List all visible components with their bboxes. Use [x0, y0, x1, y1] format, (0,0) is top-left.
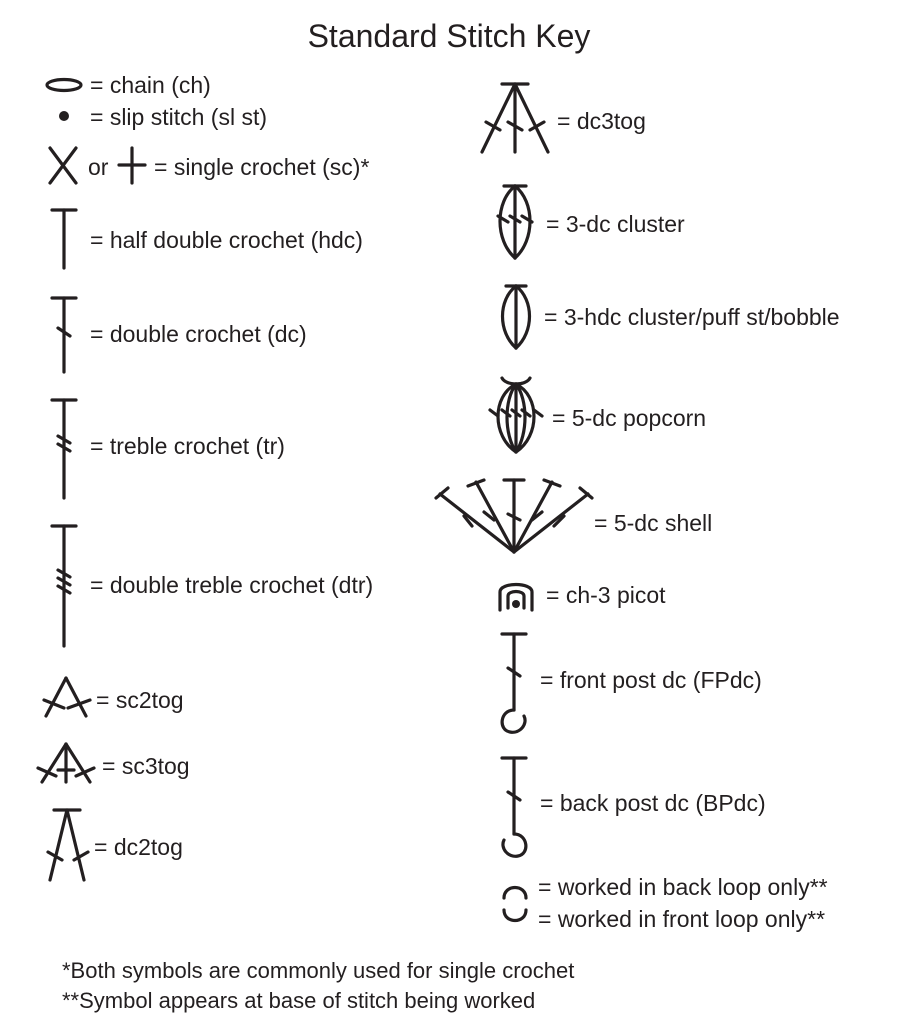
footnote-base: **Symbol appears at base of stitch being worked: [62, 988, 536, 1013]
popcorn-label: = 5-dc popcorn: [552, 405, 707, 431]
sc-plus-symbol-icon: [114, 145, 150, 187]
back-loop-label: = worked in back loop only**: [538, 874, 828, 900]
dc-cluster-symbol-icon: [490, 182, 540, 262]
dc-label: = double crochet (dc): [90, 321, 307, 347]
page-title: Standard Stitch Key: [307, 18, 591, 54]
bpdc-label: = back post dc (BPdc): [540, 790, 766, 816]
front-loop-label: = worked in front loop only**: [538, 906, 826, 932]
dc3tog-label: = dc3tog: [557, 108, 646, 134]
slip-stitch-label: = slip stitch (sl st): [90, 104, 268, 130]
popcorn-symbol-icon: [484, 370, 548, 456]
dtr-symbol-icon: [48, 522, 80, 648]
picot-symbol-icon: [494, 578, 538, 614]
picot-label: = ch-3 picot: [546, 582, 666, 608]
dtr-label: = double treble crochet (dtr): [90, 572, 374, 598]
sc2tog-symbol-icon: [38, 674, 94, 720]
hdc-symbol-icon: [48, 206, 80, 270]
shell-label: = 5-dc shell: [594, 510, 713, 536]
chain-label: = chain (ch): [90, 72, 211, 98]
dc-cluster-label: = 3-dc cluster: [546, 211, 685, 237]
slip-stitch-dot-icon: [50, 106, 80, 126]
fpdc-symbol-icon: [496, 630, 536, 736]
tr-symbol-icon: [48, 396, 80, 500]
dc3tog-symbol-icon: [476, 80, 556, 156]
fpdc-label: = front post dc (FPdc): [540, 667, 762, 693]
sc2tog-label: = sc2tog: [96, 687, 184, 713]
sc3tog-label: = sc3tog: [102, 753, 190, 779]
hdc-cluster-label: = 3-hdc cluster/puff st/bobble: [544, 304, 840, 330]
back-loop-symbol-icon: [500, 880, 530, 902]
sc-x-symbol-icon: [44, 145, 84, 187]
bpdc-symbol-icon: [496, 754, 536, 860]
dc2tog-label: = dc2tog: [94, 834, 183, 860]
chain-symbol-icon: [40, 74, 90, 96]
hdc-label: = half double crochet (hdc): [90, 227, 363, 253]
sc3tog-symbol-icon: [34, 740, 98, 786]
shell-symbol-icon: [434, 476, 594, 558]
hdc-cluster-symbol-icon: [494, 282, 538, 352]
dc-symbol-icon: [48, 294, 80, 374]
front-loop-symbol-icon: [500, 906, 530, 928]
footnote-sc: *Both symbols are commonly used for single crochet: [62, 958, 575, 983]
dc2tog-symbol-icon: [40, 806, 96, 884]
single-crochet-label: = single crochet (sc)*: [154, 154, 370, 180]
sc-or-label: or: [88, 154, 109, 180]
tr-label: = treble crochet (tr): [90, 433, 285, 459]
